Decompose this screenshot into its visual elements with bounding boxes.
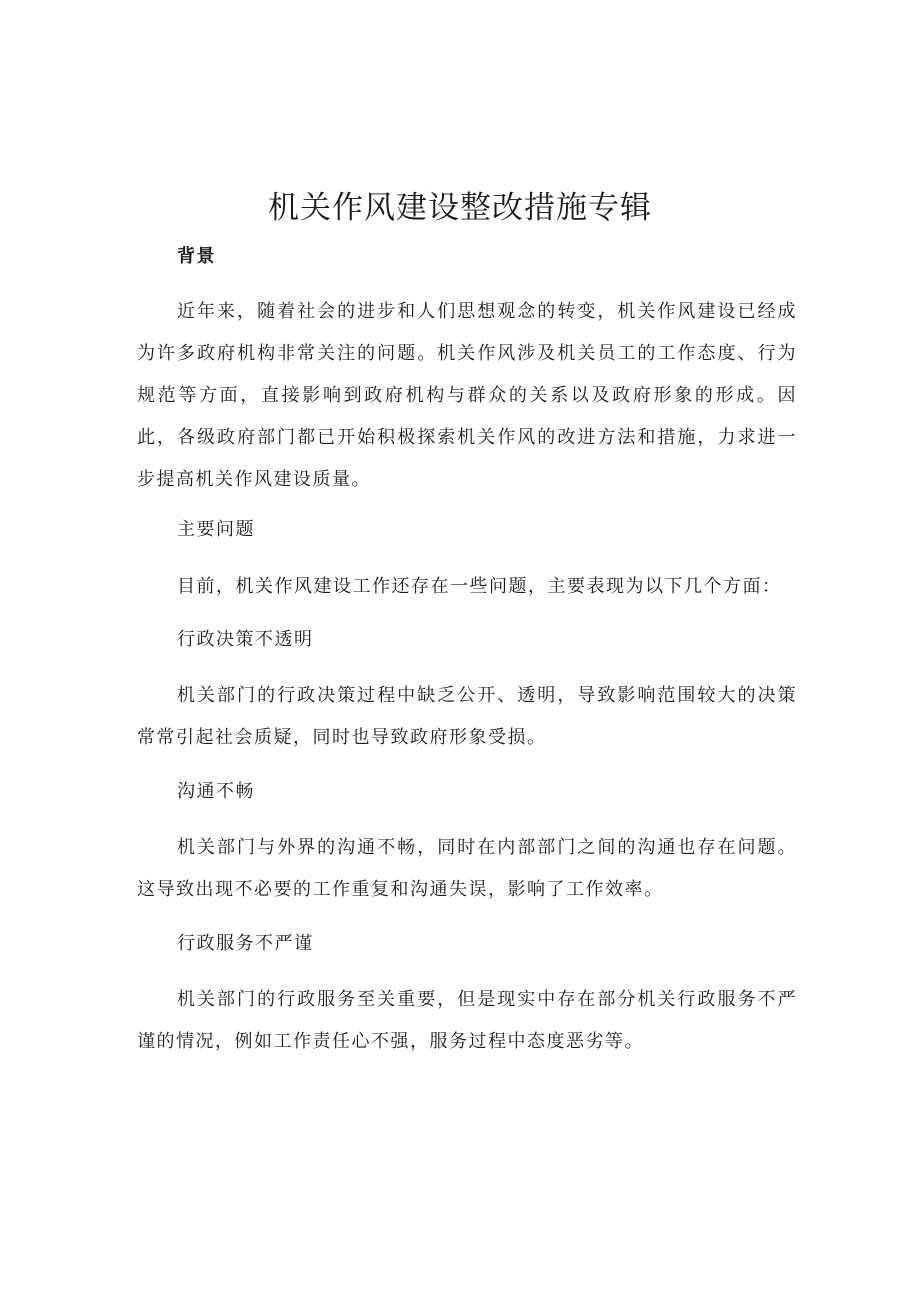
document-title: 机关作风建设整改措施专辑 (268, 190, 652, 226)
problem-heading-decision-transparency: 行政决策不透明 (177, 629, 314, 650)
paragraph-background: 近年来，随着社会的进步和人们思想观念的转变，机关作风建设已经成为许多政府机构非常关注的问题。机关作风涉及机关员工的工作态度、行为规范等方面，直接影响到政府机构与群众的关系以及政府形象的形成。因此，各级政府部门都已开始积极探索机关作风的改进方法和措施，力求进一步提高机关作风建设质量。 (137, 301, 797, 490)
paragraph-decision-transparency: 机关部门的行政决策过程中缺乏公开、透明，导致影响范围较大的决策常常引起社会质疑，同时也导致政府形象受损。 (137, 685, 797, 748)
paragraph-communication: 机关部门与外界的沟通不畅，同时在内部部门之间的沟通也存在问题。这导致出现不必要的工作重复和沟通失误，影响了工作效率。 (137, 837, 797, 900)
problem-heading-communication: 沟通不畅 (177, 781, 255, 802)
paragraph-service-rigor: 机关部门的行政服务至关重要，但是现实中存在部分机关行政服务不严谨的情况，例如工作责任心不强，服务过程中态度恶劣等。 (137, 989, 797, 1052)
problem-heading-service-rigor: 行政服务不严谨 (177, 933, 314, 954)
paragraph-main-problems-intro: 目前，机关作风建设工作还存在一些问题，主要表现为以下几个方面： (177, 576, 782, 597)
section-heading-background: 背景 (177, 246, 216, 267)
section-heading-main-problems: 主要问题 (177, 519, 255, 540)
